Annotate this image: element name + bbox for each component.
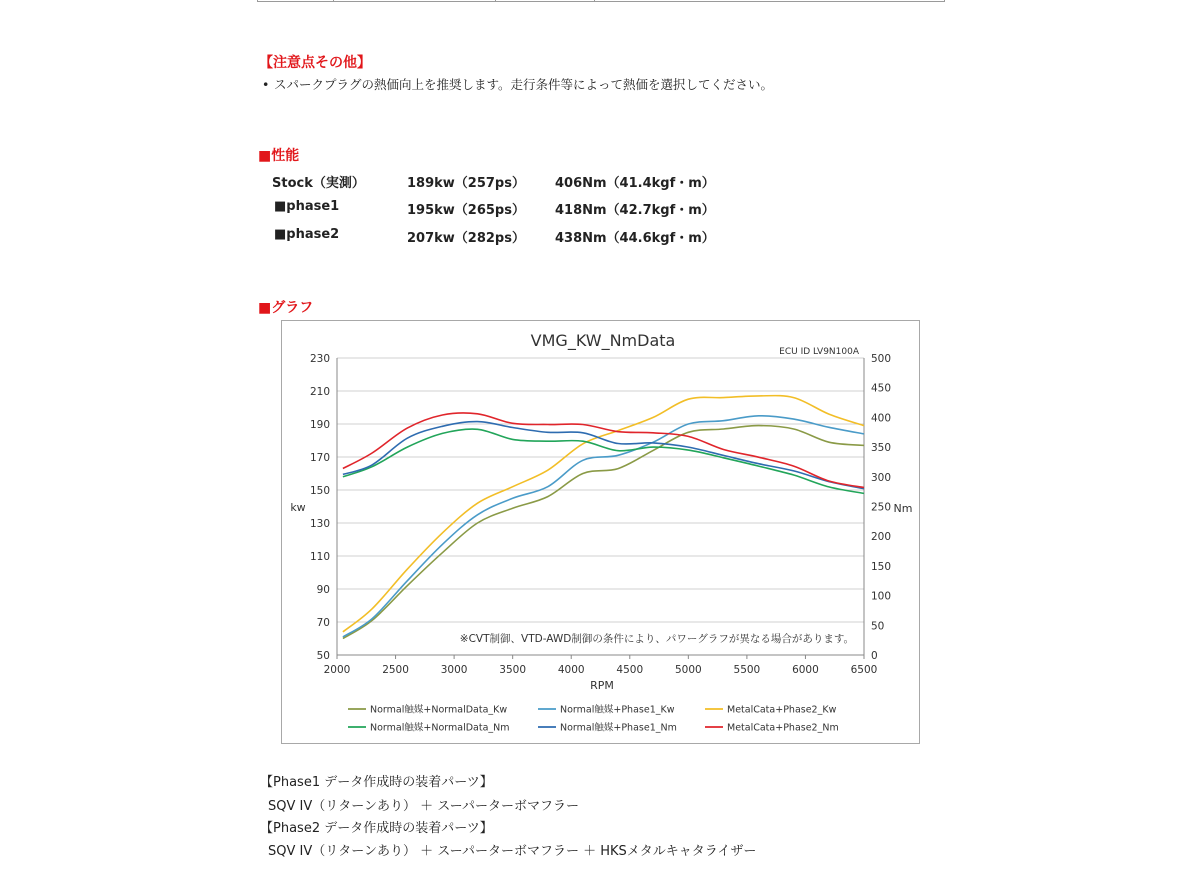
x-tick-label: 5000: [674, 664, 702, 676]
y-tick-label: 210: [309, 386, 330, 398]
legend-entry: Normal触媒+NormalData_Kw: [370, 704, 508, 716]
y2-tick-label: 0: [871, 650, 878, 662]
perf-nm: 406Nm（41.4kgf・m）: [555, 176, 715, 191]
perf-label: Stock（実測）: [272, 176, 365, 191]
notes-item-text: スパークプラグの熱価向上を推奨します。走行条件等によって熱価を選択してください。: [274, 77, 774, 92]
perf-kw: 189kw（257ps）: [407, 176, 525, 191]
power-torque-chart: [282, 321, 919, 743]
x-tick-label: 5500: [733, 664, 761, 676]
legend-entry: MetalCata+Phase2_Nm: [727, 722, 839, 734]
y-tick-label: 70: [316, 617, 330, 629]
x-tick-label: 4500: [616, 664, 644, 676]
series-line-5: [343, 422, 864, 489]
bullet-icon: •: [262, 77, 270, 92]
y-tick-label: 130: [309, 518, 330, 530]
phase1-parts-list: SQV IV（リターンあり） ＋ スーパーターボマフラー: [268, 799, 579, 814]
chart-lines: [343, 396, 864, 639]
y-tick-label: 230: [309, 353, 330, 365]
legend-entry: Normal触媒+Phase1_Nm: [560, 722, 677, 734]
y2-tick-label: 400: [871, 412, 892, 425]
y2-tick-label: 500: [871, 353, 892, 365]
phase1-parts-heading: 【Phase1 データ作成時の装着パーツ】: [260, 775, 493, 790]
legend-entry: Normal触媒+Phase1_Kw: [560, 704, 675, 716]
x-tick-label: 3500: [499, 664, 527, 676]
perf-nm: 438Nm（44.6kgf・m）: [555, 231, 715, 246]
chart-subtitle: ECU ID LV9N100A: [779, 347, 859, 357]
perf-label: ■phase1: [274, 199, 340, 214]
y2-tick-label: 350: [871, 442, 892, 455]
notes-title: 【注意点その他】: [259, 55, 371, 71]
x-tick-label: 3000: [440, 664, 468, 676]
perf-kw: 195kw（265ps）: [407, 203, 525, 218]
y2-tick-label: 100: [871, 590, 892, 603]
chart-annotation: ※CVT制御、VTD-AWD制御の条件により、パワーグラフが異なる場合があります。: [459, 633, 854, 645]
x-axis-label: RPM: [590, 679, 614, 692]
chart-grid: [337, 358, 864, 655]
chart-container: [281, 320, 920, 744]
y-axis-label: kw: [290, 501, 306, 514]
chart-title: VMG_KW_NmData: [530, 331, 676, 350]
graph-title: ■グラフ: [258, 300, 314, 316]
y-tick-label: 190: [309, 419, 330, 431]
y-tick-label: 150: [309, 485, 330, 497]
chart-legend: [348, 704, 839, 734]
x-tick-label: 4000: [557, 664, 585, 676]
performance-title: ■性能: [258, 148, 300, 164]
y-tick-label: 50: [316, 650, 330, 662]
perf-nm: 418Nm（42.7kgf・m）: [555, 203, 715, 218]
x-tick-label: 6500: [850, 664, 878, 676]
y2-tick-label: 250: [871, 501, 892, 514]
notes-item: [262, 75, 773, 93]
table-divider: [495, 0, 496, 1]
phase2-parts-list: SQV IV（リターンあり） ＋ スーパーターボマフラー ＋ HKSメタルキャタライザー: [268, 844, 757, 859]
spec-table-bottom-edge: [257, 0, 945, 2]
x-tick-label: 6000: [792, 664, 819, 676]
x-tick-label: 2000: [323, 664, 351, 676]
series-line-2: [343, 416, 864, 637]
phase2-parts-heading: 【Phase2 データ作成時の装着パーツ】: [260, 821, 493, 836]
y2-tick-label: 50: [871, 620, 885, 633]
table-divider: [333, 0, 334, 1]
y2-tick-label: 450: [871, 382, 892, 395]
y2-tick-label: 300: [871, 471, 892, 484]
y2-tick-label: 150: [871, 560, 892, 573]
perf-kw: 207kw（282ps）: [407, 231, 525, 246]
x-tick-label: 2500: [382, 664, 409, 676]
y2-tick-label: 200: [871, 531, 892, 544]
y-tick-label: 170: [309, 452, 330, 464]
legend-entry: Normal触媒+NormalData_Nm: [370, 722, 510, 734]
legend-entry: MetalCata+Phase2_Kw: [727, 704, 837, 716]
perf-label: ■phase2: [274, 227, 340, 242]
table-divider: [594, 0, 595, 1]
y-tick-label: 90: [316, 584, 330, 596]
y-tick-label: 110: [309, 551, 330, 563]
series-line-3: [343, 396, 864, 632]
y2-axis-label: Nm: [893, 502, 913, 515]
